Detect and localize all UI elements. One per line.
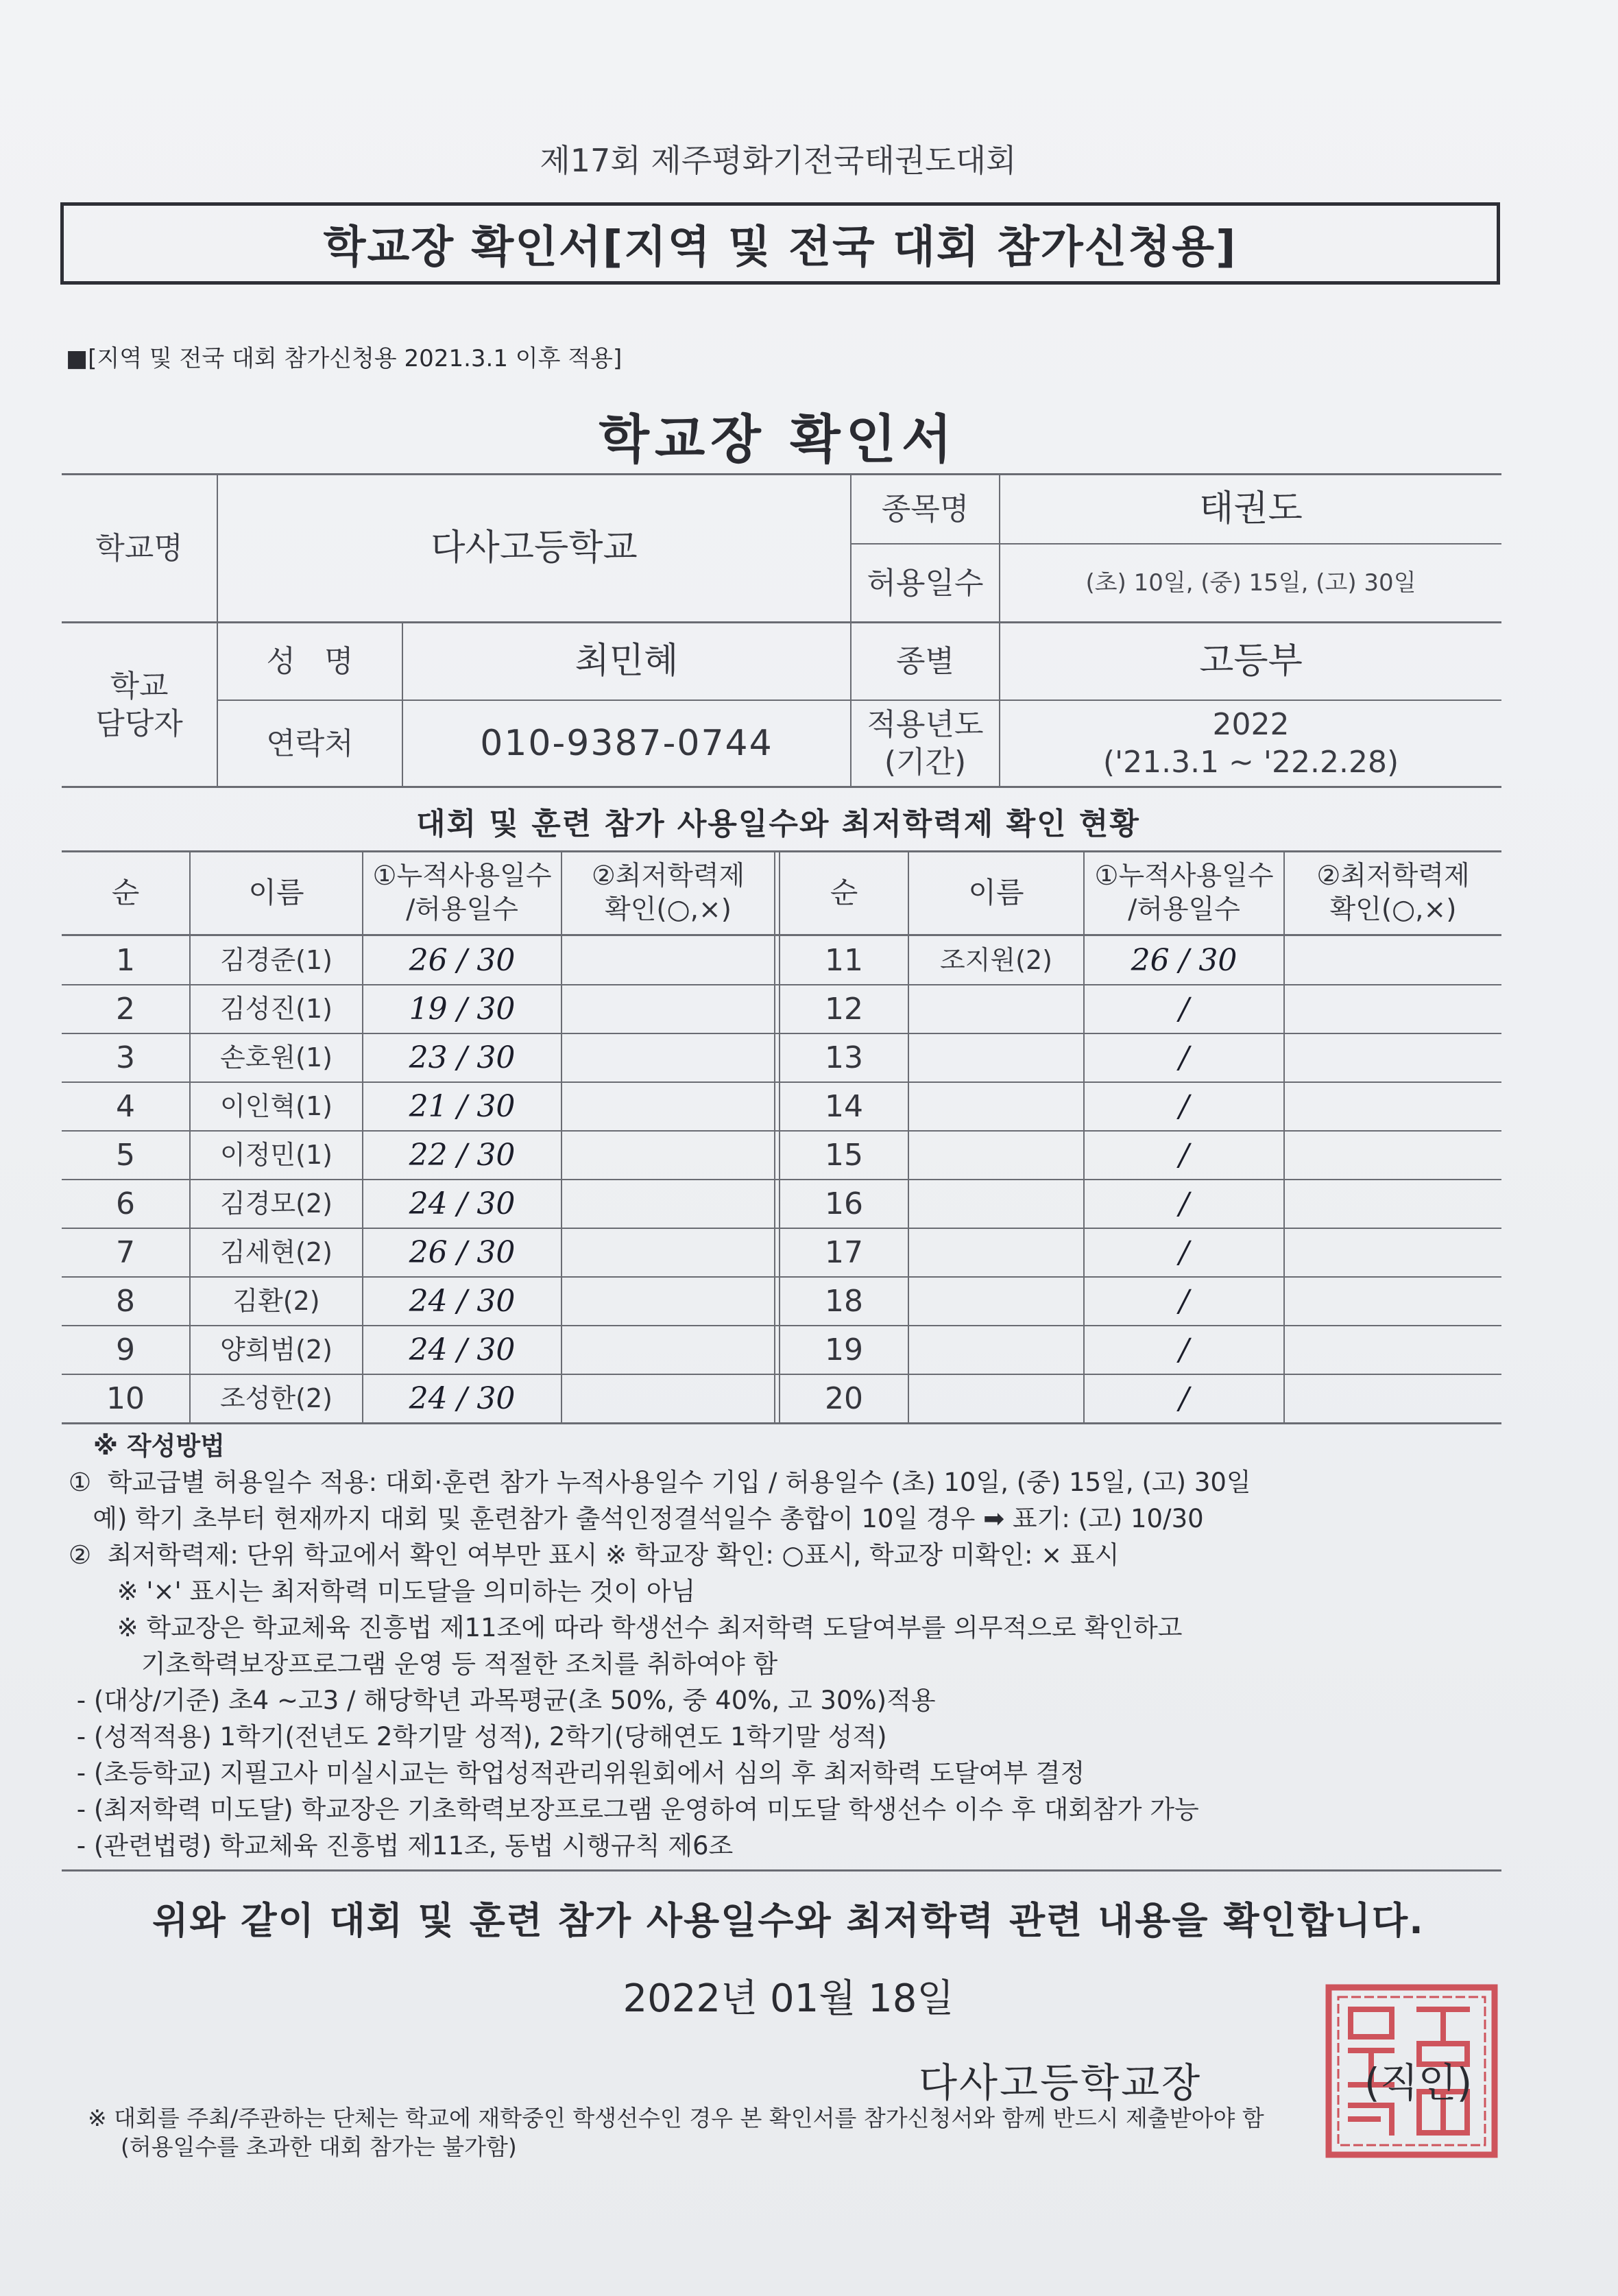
header-days-right: [1085, 852, 1283, 934]
header-no-left: 순: [111, 876, 140, 910]
allowed-days-label: 허용일수: [867, 565, 984, 601]
min-achievement-cell: [1285, 1277, 1501, 1326]
footer-note: [88, 2104, 1541, 2162]
sport-value: 태권도: [1199, 488, 1303, 529]
header-min-line1: ②최저학력제: [591, 860, 745, 892]
row-number: 2: [116, 992, 135, 1027]
used-days: 26 / 30: [1131, 943, 1237, 978]
row-number: 9: [116, 1332, 135, 1367]
header-days-left: [363, 852, 561, 934]
instruction-line: - (초등학교) 지필고사 미실시교는 학업성적관리위원회에서 심의 후 최저학력 도달여부 결정: [69, 1758, 1085, 1788]
used-days: 26 / 30: [409, 943, 516, 978]
used-days: 24 / 30: [409, 1381, 516, 1416]
manager-label-line2: 담당자: [95, 706, 183, 741]
footer-note-line1: ※ 대회를 주최/주관하는 단체는 학교에 재학중인 학생선수인 경우 본 확인서를 참가신청서와 함께 반드시 제출받아야 함: [88, 2105, 1264, 2131]
student-name: 양희범(2): [220, 1334, 333, 1365]
row-number: 17: [825, 1235, 863, 1270]
min-achievement-cell: [562, 1228, 774, 1277]
student-name: 김경모(2): [220, 1188, 333, 1219]
header-min-line1: ②최저학력제: [1316, 860, 1470, 892]
used-days: 24 / 30: [409, 1186, 516, 1221]
row-number: 1: [116, 943, 135, 978]
row-number: 11: [825, 943, 863, 978]
instruction-line: - (성적적용) 1학기(전년도 2학기말 성적), 2학기(당해연도 1학기말 성적): [69, 1722, 887, 1751]
min-achievement-cell: [1285, 1033, 1501, 1082]
used-days: /: [1179, 992, 1190, 1027]
row-number: 8: [116, 1284, 135, 1319]
contact-value: 010-9387-0744: [480, 722, 773, 764]
row-number: 7: [116, 1235, 135, 1270]
student-name: [909, 1374, 1083, 1423]
form-title: 학교장 확인서: [599, 409, 958, 470]
instruction-line: 예) 학기 초부터 현재까지 대회 및 훈련참가 출석인정결석일수 총합이 10일 경우 ➡ 표기: (고) 10/30: [69, 1504, 1204, 1533]
used-days: 23 / 30: [409, 1040, 516, 1075]
min-achievement-cell: [1285, 1326, 1501, 1374]
row-number: 14: [825, 1089, 863, 1124]
min-achievement-cell: [562, 1033, 774, 1082]
allowed-days-value: (초) 10일, (중) 15일, (고) 30일: [1085, 569, 1416, 597]
row-number: 15: [825, 1138, 863, 1173]
header-name-left: 이름: [248, 876, 304, 910]
instructions: [69, 1428, 1522, 1864]
student-name: [909, 1131, 1083, 1180]
row-number: 18: [825, 1284, 863, 1319]
student-name: [909, 1326, 1083, 1374]
instruction-line: 기초학력보장프로그램 운영 등 적절한 조치를 취하여야 함: [69, 1649, 778, 1679]
student-name: 이정민(1): [220, 1139, 333, 1170]
issuer-name: 다사고등학교장: [919, 2059, 1203, 2106]
header-min-line2: 확인(○,×): [1329, 894, 1457, 925]
student-name: [909, 1180, 1083, 1228]
used-days: /: [1179, 1138, 1190, 1173]
summary-title: 대회 및 훈련 참가 사용일수와 최저학력제 확인 현황: [416, 806, 1140, 841]
row-number: 20: [825, 1381, 863, 1416]
min-achievement-cell: [1285, 1082, 1501, 1131]
used-days: /: [1179, 1040, 1190, 1075]
event-title: 제17회 제주평화기전국태권도대회: [540, 142, 1017, 179]
student-name: 김환(2): [232, 1285, 320, 1316]
period-value-line1: 2022: [1212, 707, 1290, 742]
min-achievement-cell: [562, 1180, 774, 1228]
instruction-line: - (대상/기준) 초4 ~고3 / 해당학년 과목평균(초 50%, 중 40%, 고 30%)적용: [69, 1686, 936, 1715]
name-label: 성 명: [266, 644, 354, 679]
row-number: 4: [116, 1089, 135, 1124]
used-days: 22 / 30: [409, 1138, 516, 1173]
document-title: 학교장 확인서[지역 및 전국 대회 참가신청용]: [323, 222, 1237, 273]
used-days: 21 / 30: [409, 1089, 516, 1124]
category-value: 고등부: [1199, 641, 1303, 682]
student-name: [909, 1033, 1083, 1082]
min-achievement-cell: [1285, 1180, 1501, 1228]
student-name: [909, 1082, 1083, 1131]
document-title-box: [60, 202, 1500, 285]
min-achievement-cell: [562, 1374, 774, 1423]
seal-mark-label: (직인): [1364, 2059, 1473, 2106]
header-min-left: [562, 852, 774, 934]
student-name: 조지원(2): [940, 944, 1052, 975]
applicability-note: ■[지역 및 전국 대회 참가신청용 2021.3.1 이후 적용]: [66, 345, 623, 372]
student-name: 김경준(1): [220, 944, 333, 975]
manager-label-line1: 학교: [110, 668, 169, 704]
min-achievement-cell: [562, 985, 774, 1033]
confirmation-statement: 위와 같이 대회 및 훈련 참가 사용일수와 최저학력 관련 내용을 확인합니다.: [152, 1899, 1425, 1942]
instructions-heading: ※ 작성방법: [93, 1431, 225, 1461]
student-name: [909, 985, 1083, 1033]
row-number: 5: [116, 1138, 135, 1173]
min-achievement-cell: [1285, 1131, 1501, 1180]
row-number: 19: [825, 1332, 863, 1367]
row-number: 13: [825, 1040, 863, 1075]
header-no-right: 순: [830, 876, 858, 910]
header-days-line1: ①누적사용일수: [372, 860, 552, 892]
contact-label: 연락처: [266, 726, 354, 761]
used-days: /: [1179, 1235, 1190, 1270]
school-name-value: 다사고등학교: [431, 527, 638, 569]
header-days-line2: /허용일수: [406, 894, 518, 925]
student-name: 김세현(2): [220, 1236, 333, 1267]
used-days: 19 / 30: [409, 992, 516, 1027]
header-min-line2: 확인(○,×): [605, 894, 732, 925]
sport-label: 종목명: [881, 492, 969, 527]
period-value: [1000, 701, 1501, 786]
row-number: 10: [106, 1381, 145, 1416]
used-days: 26 / 30: [409, 1235, 516, 1270]
used-days: /: [1179, 1381, 1190, 1416]
student-name: 이인혁(1): [220, 1090, 333, 1121]
instruction-line: ① 학교급별 허용일수 적용: 대회·훈련 참가 누적사용일수 기입 / 허용일수 (초) 10일, (중) 15일, (고) 30일: [69, 1468, 1251, 1497]
name-value: 최민혜: [575, 641, 679, 682]
header-name-right: 이름: [968, 876, 1024, 910]
instruction-line: ※ '×' 표시는 최저학력 미도달을 의미하는 것이 아님: [69, 1577, 696, 1606]
student-name: 손호원(1): [220, 1042, 333, 1073]
school-name-label: 학교명: [95, 531, 183, 566]
student-name: [909, 1228, 1083, 1277]
min-achievement-cell: [1285, 936, 1501, 985]
student-name: 김성진(1): [220, 993, 333, 1024]
min-achievement-cell: [562, 1277, 774, 1326]
period-value-line2: ('21.3.1 ~ '22.2.28): [1102, 745, 1399, 780]
row-number: 6: [116, 1186, 135, 1221]
instruction-line: - (관련법령) 학교체육 진흥법 제11조, 동법 시행규칙 제6조: [69, 1831, 734, 1861]
instruction-line: ※ 학교장은 학교체육 진흥법 제11조에 따라 학생선수 최저학력 도달여부를 의무적으로 확인하고: [69, 1613, 1183, 1642]
used-days: 24 / 30: [409, 1284, 516, 1319]
row-number: 3: [116, 1040, 135, 1075]
min-achievement-cell: [1285, 1374, 1501, 1423]
min-achievement-cell: [562, 1082, 774, 1131]
min-achievement-cell: [1285, 1228, 1501, 1277]
header-days-line1: ①누적사용일수: [1094, 860, 1274, 892]
used-days: /: [1179, 1186, 1190, 1221]
min-achievement-cell: [562, 1326, 774, 1374]
used-days: 24 / 30: [409, 1332, 516, 1367]
used-days: /: [1179, 1332, 1190, 1367]
student-name: [909, 1277, 1083, 1326]
instruction-line: ② 최저학력제: 단위 학교에서 확인 여부만 표시 ※ 학교장 확인: ○표시, 학교장 미확인: × 표시: [69, 1540, 1120, 1570]
used-days: /: [1179, 1284, 1190, 1319]
row-number: 16: [825, 1186, 863, 1221]
period-label: [852, 701, 999, 786]
min-achievement-cell: [562, 1131, 774, 1180]
header-min-right: [1285, 852, 1501, 934]
footer-note-line2: (허용일수를 초과한 대회 참가는 불가함): [121, 2133, 517, 2160]
row-number: 12: [825, 992, 863, 1027]
manager-label: [62, 623, 217, 786]
min-achievement-cell: [1285, 985, 1501, 1033]
used-days: /: [1179, 1089, 1190, 1124]
issue-date: 2022년 01월 18일: [623, 1976, 954, 2021]
header-days-line2: /허용일수: [1128, 894, 1240, 925]
period-label-line1: 적용년도: [867, 707, 984, 742]
instruction-line: - (최저학력 미도달) 학교장은 기초학력보장프로그램 운영하여 미도달 학생선수 이수 후 대회참가 가능: [69, 1795, 1199, 1824]
min-achievement-cell: [562, 936, 774, 985]
student-name: 조성한(2): [220, 1383, 333, 1413]
period-label-line2: (기간): [884, 745, 967, 780]
category-label: 종별: [895, 644, 954, 679]
